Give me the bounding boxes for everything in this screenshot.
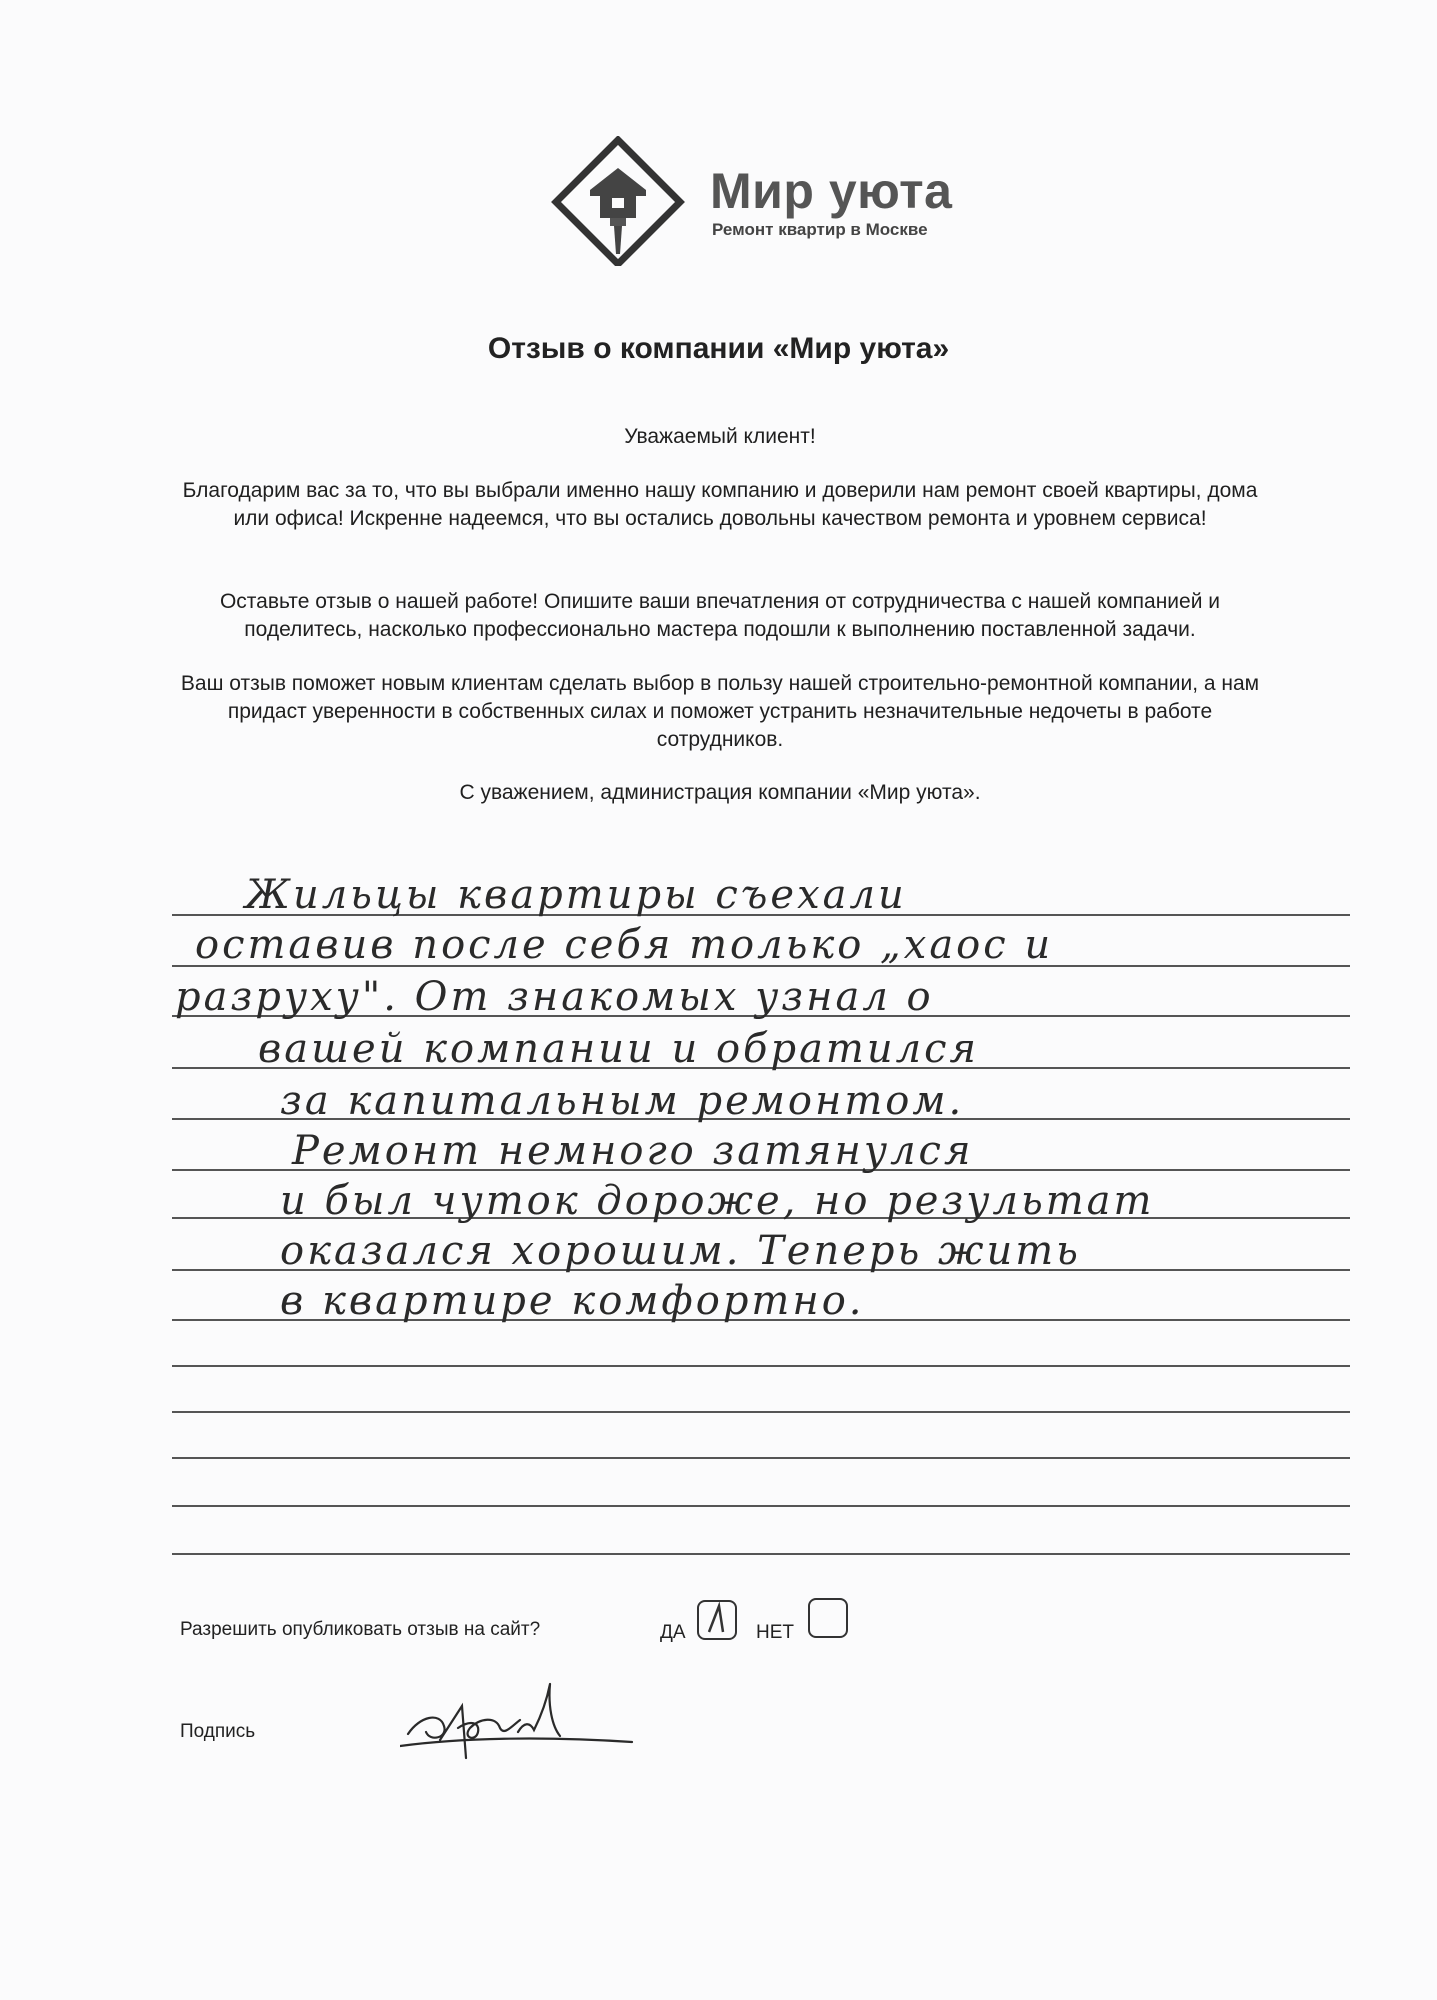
greeting: Уважаемый клиент!	[624, 425, 816, 448]
review-line: Ремонт немного затянулся	[292, 1128, 974, 1174]
paragraph-request: Оставьте отзыв о нашей работе! Опишите ваши впечатления от сотрудничества с нашей компанией и поделитесь, насколько профессионально мастера подошли к выполнению поставленной задачи.	[219, 590, 1221, 641]
review-line: разруху". От знакомых узнал о	[175, 974, 934, 1020]
no-checkbox[interactable]	[808, 1598, 848, 1638]
paragraph-thanks: Благодарим вас за то, что вы выбрали именно нашу компанию и доверили нам ремонт своей квартиры, дома или офиса! Искренне надеемся, что вы остались довольны качеством ремонта и уровнем сервиса!	[182, 479, 1258, 530]
signature-mark	[400, 1676, 640, 1766]
closing-signoff: С уважением, администрация компании «Мир уюта».	[459, 781, 981, 804]
no-label: НЕТ	[756, 1622, 794, 1643]
yes-label: ДА	[660, 1622, 686, 1643]
brand-name: Мир уюта	[710, 163, 953, 219]
brand-tagline: Ремонт квартир в Москве	[712, 220, 928, 239]
paragraph-benefit: Ваш отзыв поможет новым клиентам сделать выбор в пользу нашей строительно-ремонтной компании, а нам придаст уверенности в собственных силах и поможет устранить незначительные недочеты в работе сотрудников.	[180, 672, 1260, 751]
review-line: за капитальным ремонтом.	[280, 1078, 965, 1124]
review-line: оказался хорошим. Теперь жить	[280, 1228, 1081, 1274]
review-line: Жильцы квартиры съехали	[245, 872, 907, 918]
review-line: вашей компании и обратился	[258, 1026, 979, 1072]
publish-question: Разрешить опубликовать отзыв на сайт?	[180, 1619, 541, 1640]
review-line: оставив после себя только „хаос и	[195, 922, 1054, 968]
signature-label: Подпись	[180, 1721, 256, 1742]
review-line: и был чуток дороже, но результат	[280, 1178, 1155, 1224]
page-title: Отзыв о компании «Мир уюта»	[487, 332, 950, 365]
review-line: в квартире комфортно.	[280, 1278, 865, 1324]
check-mark-icon	[699, 1602, 735, 1638]
yes-checkbox[interactable]	[697, 1600, 737, 1640]
